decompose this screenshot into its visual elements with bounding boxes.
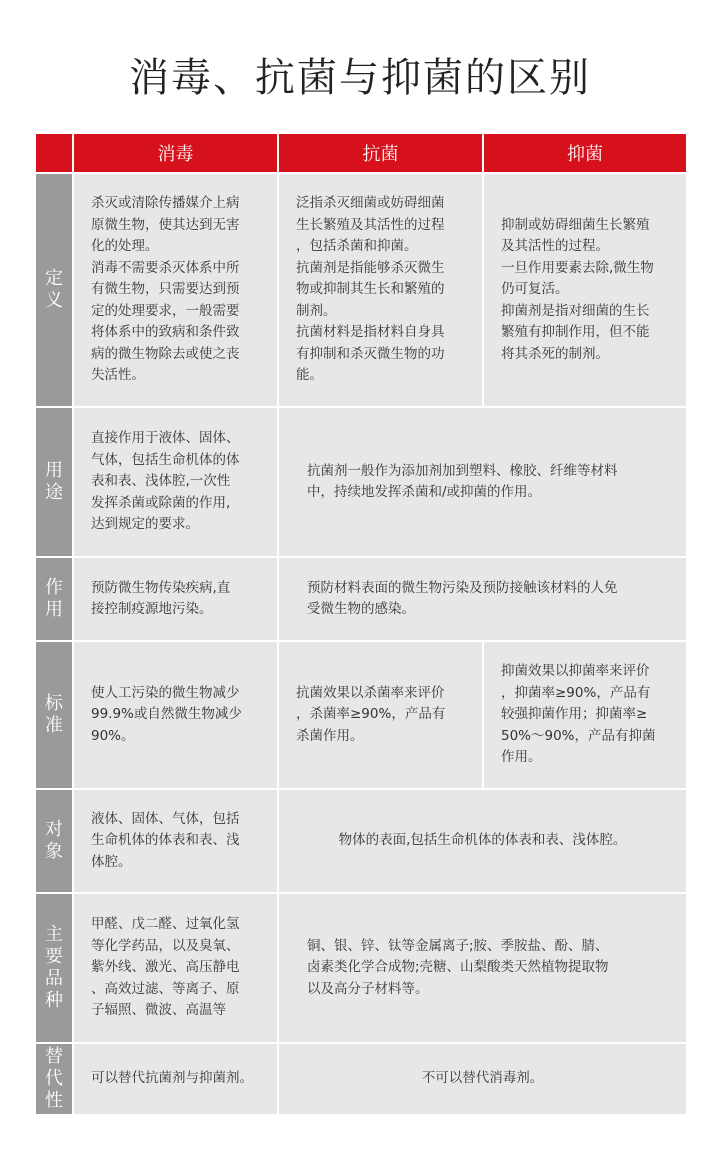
cell-disinfect: 使人工污染的微生物减少 99.9%或自然微生物减少 90%。 xyxy=(72,640,277,788)
cell-disinfect: 杀灭或清除传播媒介上病 原微生物，使其达到无害 化的处理。 消毒不需要杀灭体系中所 有微生物，只需要达到预 定的处理要求，一般需要 将体系中的致病和条件致 病的微生物除去或使之丧 失活性。 xyxy=(72,172,277,406)
cell-antibacterial-bacteriostatic: 抗菌剂一般作为添加剂加到塑料、橡胶、纤维等材料 中，持续地发挥杀菌和/或抑菌的作用。 xyxy=(277,406,686,556)
cell-antibacterial-bacteriostatic: 铜、银、锌、钛等金属离子;胺、季胺盐、酚、腈、 卤素类化学合成物;壳糖、山梨酸类天然植物提取物 以及高分子材料等。 xyxy=(277,892,686,1042)
comparison-table xyxy=(36,134,686,1114)
row-definition xyxy=(36,172,686,406)
cell-antibacterial: 泛指杀灭细菌或妨碍细菌 生长繁殖及其活性的过程 ，包括杀菌和抑菌。 抗菌剂是指能够杀灭微生 物或抑制其生长和繁殖的 制剂。 抗菌材料是指材料自身具 有抑制和杀灭微生物的功 能。 xyxy=(277,172,482,406)
row-label: 对象 xyxy=(36,788,72,892)
cell-bacteriostatic: 抑菌效果以抑菌率来评价 ，抑菌率≥90%，产品有 较强抑菌作用；抑菌率≥ 50%～90%，产品有抑菌 作用。 xyxy=(482,640,686,788)
row-label: 主要品种 xyxy=(36,892,72,1042)
header-antibacterial: 抗菌 xyxy=(277,134,482,172)
cell-disinfect: 可以替代抗菌剂与抑菌剂。 xyxy=(72,1042,277,1114)
cell-disinfect: 液体、固体、气体，包括 生命机体的体表和表、浅 体腔。 xyxy=(72,788,277,892)
cell-antibacterial-bacteriostatic: 预防材料表面的微生物污染及预防接触该材料的人免 受微生物的感染。 xyxy=(277,556,686,640)
row-label: 作用 xyxy=(36,556,72,640)
row-label: 替代性 xyxy=(36,1042,72,1114)
row-label: 用途 xyxy=(36,406,72,556)
table-header-row xyxy=(36,134,686,172)
page-title: 消毒、抗菌与抑菌的区别 xyxy=(129,55,591,101)
cell-disinfect: 预防微生物传染疾病,直 接控制疫源地污染。 xyxy=(72,556,277,640)
cell-bacteriostatic: 抑制或妨碍细菌生长繁殖 及其活性的过程。 一旦作用要素去除,微生物 仍可复活。 抑菌剂是指对细菌的生长 繁殖有抑制作用，但不能 将其杀死的制剂。 xyxy=(482,172,686,406)
header-corner xyxy=(36,134,72,172)
row-usage xyxy=(36,406,686,556)
cell-antibacterial: 抗菌效果以杀菌率来评价 ，杀菌率≥90%，产品有 杀菌作用。 xyxy=(277,640,482,788)
row-substitutability xyxy=(36,1042,686,1114)
cell-antibacterial-bacteriostatic: 不可以替代消毒剂。 xyxy=(277,1042,686,1114)
cell-disinfect: 甲醛、戊二醛、过氧化氢 等化学药品，以及臭氧、 紫外线、激光、高压静电 、高效过滤、等离子、原 子辐照、微波、高温等 xyxy=(72,892,277,1042)
row-target xyxy=(36,788,686,892)
header-disinfect: 消毒 xyxy=(72,134,277,172)
header-bacteriostatic: 抑菌 xyxy=(482,134,686,172)
cell-antibacterial-bacteriostatic: 物体的表面,包括生命机体的体表和表、浅体腔。 xyxy=(277,788,686,892)
row-effect xyxy=(36,556,686,640)
row-label: 定义 xyxy=(36,172,72,406)
row-main-types xyxy=(36,892,686,1042)
row-standard xyxy=(36,640,686,788)
cell-disinfect: 直接作用于液体、固体、 气体，包括生命机体的体 表和表、浅体腔,一次性 发挥杀菌或除菌的作用, 达到规定的要求。 xyxy=(72,406,277,556)
row-label: 标准 xyxy=(36,640,72,788)
